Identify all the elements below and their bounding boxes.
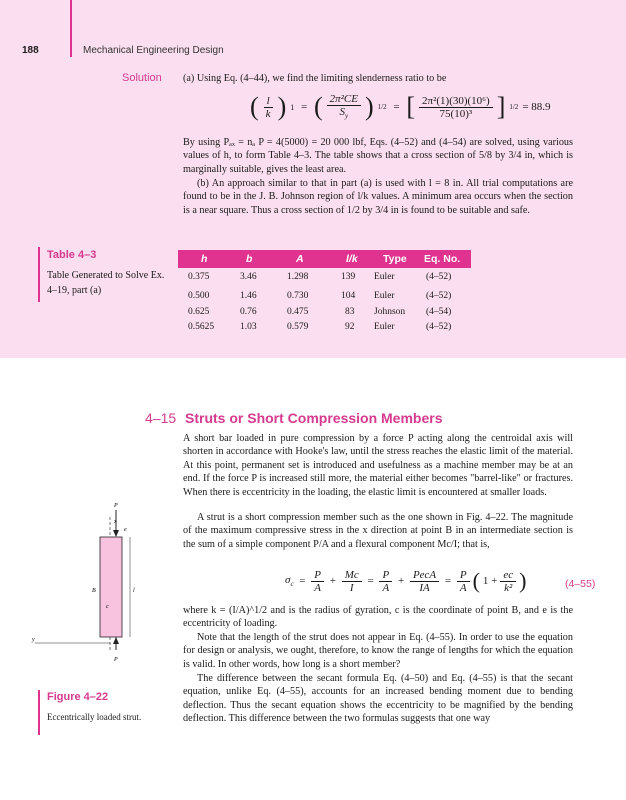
table-label: Table 4–3	[47, 249, 97, 261]
figure-label-bar	[38, 690, 40, 735]
table-cell: 0.625	[188, 307, 210, 317]
figure-caption: Eccentrically loaded strut.	[47, 712, 142, 722]
table-cell: 1.46	[240, 291, 257, 301]
table-header-h: h	[201, 253, 208, 265]
label-x: x	[114, 519, 117, 525]
section-title: Struts or Short Compression Members	[185, 410, 443, 426]
table-cell: 0.475	[287, 307, 309, 317]
section-paragraph-3: where k = (I/A)^1/2 and is the radius of gyration, c is the coordinate of point B, and e is the eccentricity of loading.	[183, 605, 573, 630]
label-l: l	[133, 588, 135, 594]
strut-figure	[30, 495, 150, 665]
table-cell: 1.298	[287, 272, 309, 282]
load-arrowhead-bottom	[113, 637, 119, 644]
table-cell: (4–52)	[426, 291, 452, 301]
table-cell: 104	[341, 291, 356, 301]
table-cell: 83	[345, 307, 355, 317]
compressive-stress-equation: $\sigma_c$ = $\frac{P}{A}$ + $\frac{Mc}{I}$ = $\frac{P}{A}$ + $\frac{\text{PecA}}{IA}$ = $\frac{P}{A}$ ( 1 + $\frac{ec}{\text{k²}}$ )	[285, 568, 527, 594]
label-e: e	[124, 527, 127, 533]
label-P-top: P	[114, 503, 118, 509]
label-c: c	[106, 604, 109, 610]
table-cell: 0.579	[287, 322, 309, 332]
table-cell: Euler	[374, 272, 395, 282]
table-caption: Table Generated to Solve Ex. 4–19, part (a)	[47, 270, 165, 296]
table-cell: Euler	[374, 322, 395, 332]
table-label-bar	[38, 247, 40, 302]
table-cell: 3.46	[240, 272, 257, 282]
table-cell: (4–52)	[426, 322, 452, 332]
section-paragraph-4: Note that the length of the strut does not appear in Eq. (4–55). In order to use the equation for design or analysis, we ought, therefore, to know the range of lengths for which the equation is valid. In other words, how long is a short member?	[183, 632, 573, 670]
table-cell: Euler	[374, 291, 395, 301]
load-arrowhead-top	[113, 530, 119, 537]
table-cell: Johnson	[374, 307, 406, 317]
table-cell: 0.730	[287, 291, 309, 301]
table-cell: 0.76	[240, 307, 257, 317]
page-number: 188	[22, 45, 39, 56]
eq-result: = 88.9	[522, 101, 551, 113]
header-rule	[70, 0, 72, 57]
strut-body	[100, 537, 122, 637]
solution-label: Solution	[122, 72, 162, 84]
table-cell: 0.375	[188, 272, 210, 282]
table-cell: (4–52)	[426, 272, 452, 282]
table-cell: 139	[341, 272, 356, 282]
label-P-bottom: P	[114, 657, 118, 663]
table-header-A: A	[296, 253, 304, 265]
table-header-type: Type	[383, 253, 407, 265]
slenderness-equation: ( $\frac{l}{k}$ ) 1 = ( $\frac{\text{2π²CE}}{S_y}$ ) 1/2 = [ $\frac{\text{2π²(1)(30)(10⁶)}}{\text{75(10)³}}$ ] 1/2 = 88.9	[250, 92, 551, 121]
label-y: y	[32, 637, 35, 643]
table-cell: 0.500	[188, 291, 210, 301]
table-header-eqno: Eq. No.	[424, 253, 461, 265]
section-paragraph-5: The difference between the secant formula Eq. (4–50) and Eq. (4–55) is that the secant equation, unlike Eq. (4–55), accounts for an increased bending moment due to bending deflection. Thus the secant equation shows the eccentricity to be magnified by the bending deflection. This difference between the two formulas suggests that one way	[183, 673, 573, 725]
table-cell: 92	[345, 322, 355, 332]
table-header-lk: l/k	[346, 253, 358, 265]
label-B: B	[92, 588, 96, 594]
solution-intro: (a) Using Eq. (4–44), we find the limiting slenderness ratio to be	[183, 73, 447, 84]
section-paragraph-1: A short bar loaded in pure compression by a force P acting along the centroidal axis will shorten in accordance with Hooke's law, until the stress reaches the elastic limit of the material. At this point, permanent set is introduced and usefulness as a machine member may be at an end. If the force P is increased still more, the material either becomes "barrel-like" or fractures. When there is eccentricity in the loading, the elastic limit is encountered at smaller loads.	[183, 433, 573, 498]
section-paragraph-2: A strut is a short compression member such as the one shown in Fig. 4–22. The magnitude of the maximum compressive stress in the x direction at point B in an intermediate section is the sum of a simple component P/A and a flexural component Mc/I; that is,	[183, 512, 573, 550]
running-head: Mechanical Engineering Design	[83, 45, 224, 56]
solution-paragraph-2: (b) An approach similar to that in part (a) is used with l = 8 in. All trial computations are found to be in the J. B. Johnson region of l/k values. A minimum area occurs when the section is a near square. Thus a cross section of 1/2 by 3/4 in is found to be suitable and safe.	[183, 178, 573, 216]
table-cell: 1.03	[240, 322, 257, 332]
table-cell: 0.5625	[188, 322, 215, 332]
figure-label: Figure 4–22	[47, 691, 109, 703]
section-number: 4–15	[145, 410, 177, 426]
table-header-b: b	[246, 253, 253, 265]
equation-number: (4–55)	[565, 578, 596, 590]
table-cell: (4–54)	[426, 307, 452, 317]
solution-paragraph-1: By using Pₐₓ = nₐ P = 4(5000) = 20 000 lbf, Eqs. (4–52) and (4–54) are solved, using various values of h, to form Table 4–3. The table shows that a cross section of 5/8 by 3/4 in, which is marginally suitable, gives the least area.	[183, 137, 573, 175]
